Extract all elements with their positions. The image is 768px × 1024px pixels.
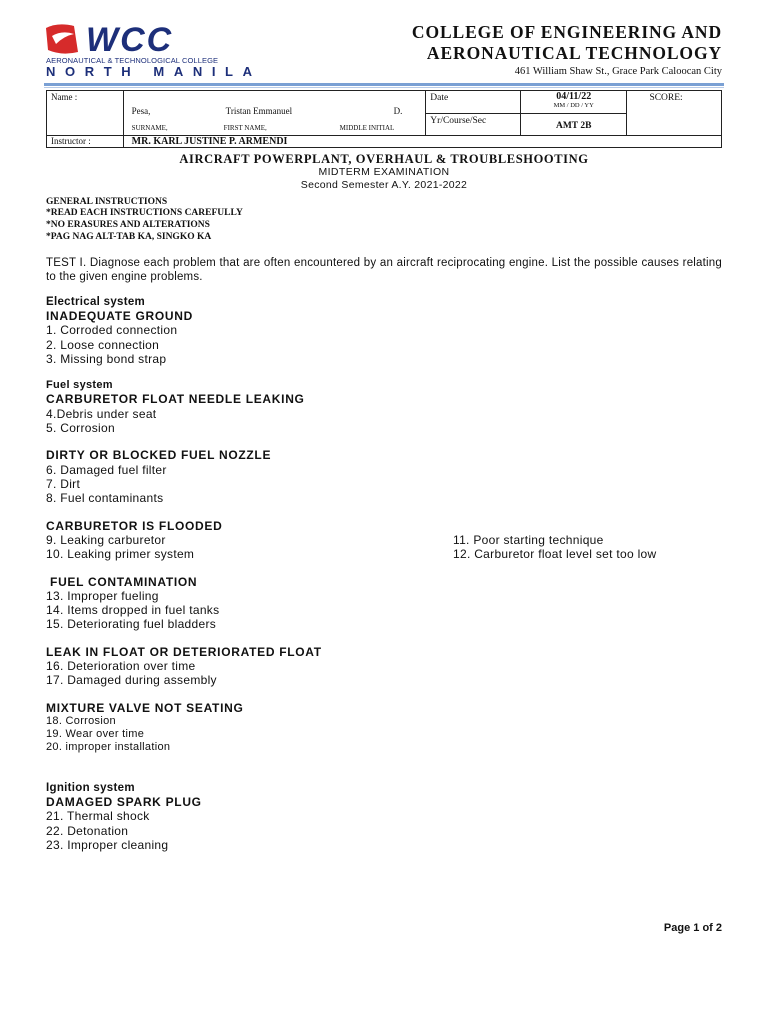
- instructor-value-cell: [123, 136, 721, 148]
- surname-value: Pesa,: [131, 106, 151, 116]
- problem-heading: CARBURETOR FLOAT NEEDLE LEAKING: [46, 392, 305, 406]
- answer-item: 14. Items dropped in fuel tanks: [46, 603, 220, 617]
- answer-item: 15. Deteriorating fuel bladders: [46, 617, 217, 631]
- instructor-label-cell: [47, 136, 124, 148]
- date-value: 04/11/22: [556, 91, 592, 102]
- answer-item: 22. Detonation: [46, 824, 129, 838]
- first-name-caption: FIRST NAME,: [223, 124, 267, 132]
- wcc-logo: [44, 22, 264, 56]
- answer-item: 13. Improper fueling: [46, 589, 159, 603]
- answer-item: 3. Missing bond strap: [46, 352, 167, 366]
- student-info-table: [46, 90, 722, 148]
- answer-item: 23. Improper cleaning: [46, 838, 169, 852]
- yr-value-cell: [521, 113, 627, 136]
- logo-subtitle: AERONAUTICAL & TECHNOLOGICAL COLLEGE: [46, 56, 219, 65]
- instruction-item: *PAG NAG ALT-TAB KA, SINGKO KA: [46, 232, 212, 242]
- problem-heading: FUEL CONTAMINATION: [46, 575, 198, 589]
- yr-label-cell: [426, 113, 521, 136]
- yr-course-sec-value: AMT 2B: [555, 120, 592, 131]
- score-label: SCORE:: [649, 93, 683, 103]
- problem-heading: DIRTY OR BLOCKED FUEL NOZZLE: [46, 448, 272, 462]
- answer-item: 10. Leaking primer system: [46, 547, 195, 561]
- middle-initial-caption: MIDDLE INITIAL: [339, 124, 395, 132]
- problem-heading: CARBURETOR IS FLOODED: [46, 519, 223, 533]
- college-address: 461 William Shaw St., Grace Park Caloocan City: [514, 66, 722, 77]
- fuel-system-label: Fuel system: [46, 379, 113, 391]
- exam-semester: Second Semester A.Y. 2021-2022: [300, 179, 468, 191]
- answer-item: 7. Dirt: [46, 477, 81, 491]
- ignition-system-label: Ignition system: [46, 782, 135, 794]
- test1-instructions: TEST I. Diagnose each problem that are often encountered by an aircraft reciprocating engine. List the possible causes relating to the given engine problems.: [46, 257, 722, 283]
- answer-item: 11. Poor starting technique: [453, 533, 604, 547]
- logo-location: NORTH MANILA: [46, 64, 262, 79]
- instruction-item: *READ EACH INSTRUCTIONS CAREFULLY: [46, 208, 243, 218]
- answer-item: 8. Fuel contaminants: [46, 491, 164, 505]
- instruction-item: *NO ERASURES AND ALTERATIONS: [46, 220, 210, 230]
- answer-item: 17. Damaged during assembly: [46, 673, 217, 687]
- problem-heading: LEAK IN FLOAT OR DETERIORATED FLOAT: [46, 645, 322, 659]
- instructions-heading: GENERAL INSTRUCTIONS: [46, 197, 168, 207]
- name-label-cell: [47, 91, 124, 136]
- middle-initial-value: D.: [393, 106, 403, 116]
- electrical-system-label: Electrical system: [46, 296, 146, 308]
- date-value-cell: [521, 91, 627, 114]
- answer-item: 6. Damaged fuel filter: [46, 463, 167, 477]
- date-format: MM / DD / YY: [553, 102, 594, 109]
- answer-item: 16. Deterioration over time: [46, 659, 196, 673]
- yr-course-sec-label: Yr/Course/Sec: [430, 115, 487, 126]
- answer-item: 18. Corrosion: [46, 715, 116, 727]
- name-label: Name :: [51, 92, 78, 102]
- answer-item: 20. improper installation: [46, 741, 171, 753]
- college-name-line2: AERONAUTICAL TECHNOLOGY: [426, 43, 722, 63]
- answer-item: 12. Carburetor float level set too low: [453, 547, 657, 561]
- date-label-cell: [426, 91, 521, 114]
- problem-heading: DAMAGED SPARK PLUG: [46, 795, 202, 809]
- page-number: Page 1 of 2: [663, 922, 722, 934]
- answer-item: 19. Wear over time: [46, 728, 145, 740]
- exam-subtitle: MIDTERM EXAMINATION: [318, 166, 450, 178]
- answer-item: 5. Corrosion: [46, 421, 115, 435]
- answer-item: 1. Corroded connection: [46, 323, 178, 337]
- first-name-value: Tristan Emmanuel: [225, 106, 293, 116]
- surname-caption: SURNAME,: [131, 124, 168, 132]
- header-rule: [44, 83, 724, 86]
- problem-heading: INADEQUATE GROUND: [46, 309, 194, 323]
- score-cell: [627, 91, 722, 136]
- logo-text: WCC: [86, 22, 174, 56]
- college-name-line1: COLLEGE OF ENGINEERING AND: [411, 22, 722, 42]
- header-rule-thin: [44, 87, 724, 88]
- answer-item: 4.Debris under seat: [46, 407, 157, 421]
- instructor-value: MR. KARL JUSTINE P. ARMENDI: [131, 136, 288, 147]
- exam-title: AIRCRAFT POWERPLANT, OVERHAUL & TROUBLESHOOTING: [179, 152, 589, 166]
- instructor-label: Instructor :: [51, 136, 91, 146]
- name-value-cell: [123, 91, 426, 136]
- answer-item: 21. Thermal shock: [46, 809, 150, 823]
- answer-item: 9. Leaking carburetor: [46, 533, 166, 547]
- date-label: Date: [430, 93, 449, 103]
- problem-heading: MIXTURE VALVE NOT SEATING: [46, 701, 244, 715]
- answer-item: 2. Loose connection: [46, 338, 160, 352]
